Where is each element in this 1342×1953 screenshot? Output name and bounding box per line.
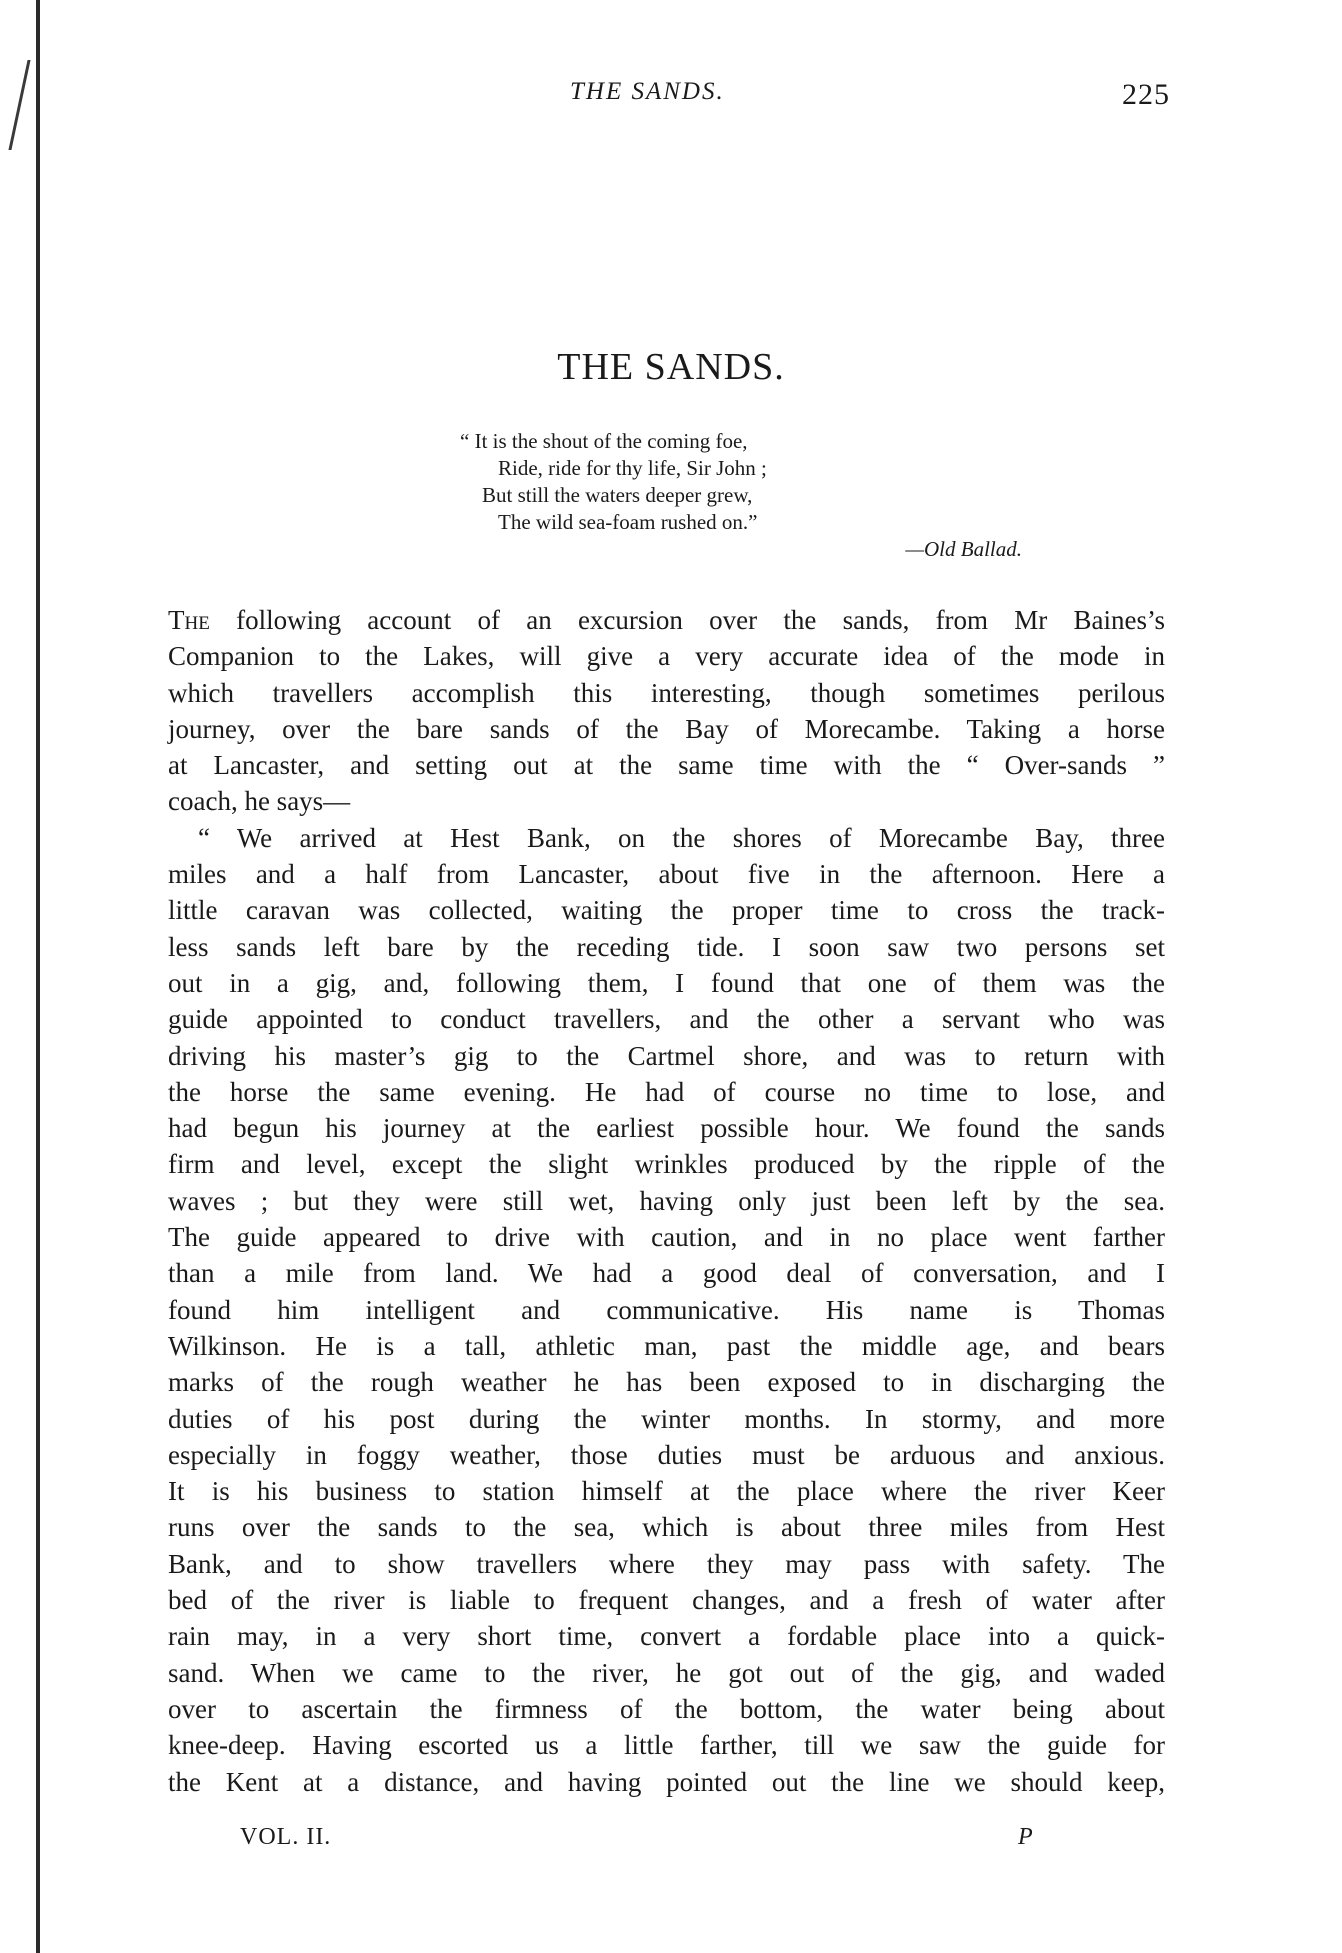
text-line: found him intelligent and communicative. His name is Thomas [168, 1294, 1165, 1325]
text-line: the Kent at a distance, and having pointed out the line we should keep, [168, 1766, 1165, 1797]
epigraph-line: Ride, ride for thy life, Sir John ; [498, 456, 767, 480]
text-line: out in a gig, and, following them, I found that one of them was the [168, 967, 1165, 998]
text-line: duties of his post during the winter months. In stormy, and more [168, 1403, 1165, 1434]
text-line: rain may, in a very short time, convert a fordable place into a quick- [168, 1621, 1165, 1652]
line-text: following account of an excursion over the sands, from Mr Baines’s [236, 605, 1166, 635]
text-line: over to ascertain the firmness of the bottom, the water being about [168, 1693, 1165, 1724]
text-line: at Lancaster, and setting out at the same time with the “ Over-sands ” [168, 750, 1165, 781]
binding-mark [8, 60, 56, 150]
text-line: Companion to the Lakes, will give a very accurate idea of the mode in [168, 641, 1165, 672]
text-line [168, 602, 1165, 638]
epigraph-line: “ It is the shout of the coming foe, [460, 429, 748, 453]
text-line: Wilkinson. He is a tall, athletic man, past the middle age, and bears [168, 1330, 1165, 1361]
text-line: less sands left bare by the receding tide. I soon saw two persons set [168, 931, 1165, 962]
epigraph-attribution: —Old Ballad. [905, 537, 1022, 561]
running-head [170, 78, 1170, 118]
page-number: 225 [1122, 78, 1170, 111]
text-line: guide appointed to conduct travellers, and the other a servant who was [168, 1004, 1165, 1035]
text-line: especially in foggy weather, those duties must be arduous and anxious. [168, 1439, 1165, 1470]
epigraph [460, 428, 1040, 563]
body-text [168, 602, 1165, 1800]
text-line: than a mile from land. We had a good deal of conversation, and I [168, 1258, 1165, 1289]
text-line: driving his master’s gig to the Cartmel shore, and was to return with [168, 1040, 1165, 1071]
text-line: coach, he says— [168, 786, 351, 817]
binding-edge [36, 0, 40, 1953]
text-line: little caravan was collected, waiting the proper time to cross the track- [168, 895, 1165, 926]
text-line: It is his business to station himself at the place where the river Keer [168, 1476, 1165, 1507]
text-line: miles and a half from Lancaster, about five in the afternoon. Here a [168, 859, 1165, 890]
text-line: The guide appeared to drive with caution, and in no place went farther [168, 1222, 1165, 1253]
epigraph-line: The wild sea-foam rushed on.” [498, 510, 758, 534]
running-title: THE SANDS. [570, 78, 725, 105]
text-line: had begun his journey at the earliest possible hour. We found the sands [168, 1113, 1165, 1144]
opening-word: The [168, 605, 210, 635]
text-line: sand. When we came to the river, he got out of the gig, and waded [168, 1657, 1165, 1688]
text-line: waves ; but they were still wet, having only just been left by the sea. [168, 1185, 1165, 1216]
text-line: knee-deep. Having escorted us a little farther, till we saw the guide for [168, 1730, 1165, 1761]
footer [240, 1824, 1040, 1858]
text-line: Bank, and to show travellers where they may pass with safety. The [168, 1548, 1165, 1579]
text-line: runs over the sands to the sea, which is about three miles from Hest [168, 1512, 1165, 1543]
volume-label: VOL. II. [240, 1824, 332, 1850]
text-line: marks of the rough weather he has been exposed to in discharging the [168, 1367, 1165, 1398]
text-line: firm and level, except the slight wrinkles produced by the ripple of the [168, 1149, 1165, 1180]
text-line: journey, over the bare sands of the Bay of Morecambe. Taking a horse [168, 713, 1165, 744]
chapter-title: THE SANDS. [557, 346, 785, 388]
text-line: which travellers accomplish this interesting, though sometimes perilous [168, 677, 1165, 708]
signature-mark: P [1018, 1824, 1033, 1850]
text-line: “ We arrived at Hest Bank, on the shores of Morecambe Bay, three [198, 822, 1165, 853]
epigraph-line: But still the waters deeper grew, [482, 483, 753, 507]
text-line: bed of the river is liable to frequent changes, and a fresh of water after [168, 1585, 1165, 1616]
text-line: the horse the same evening. He had of course no time to lose, and [168, 1076, 1165, 1107]
